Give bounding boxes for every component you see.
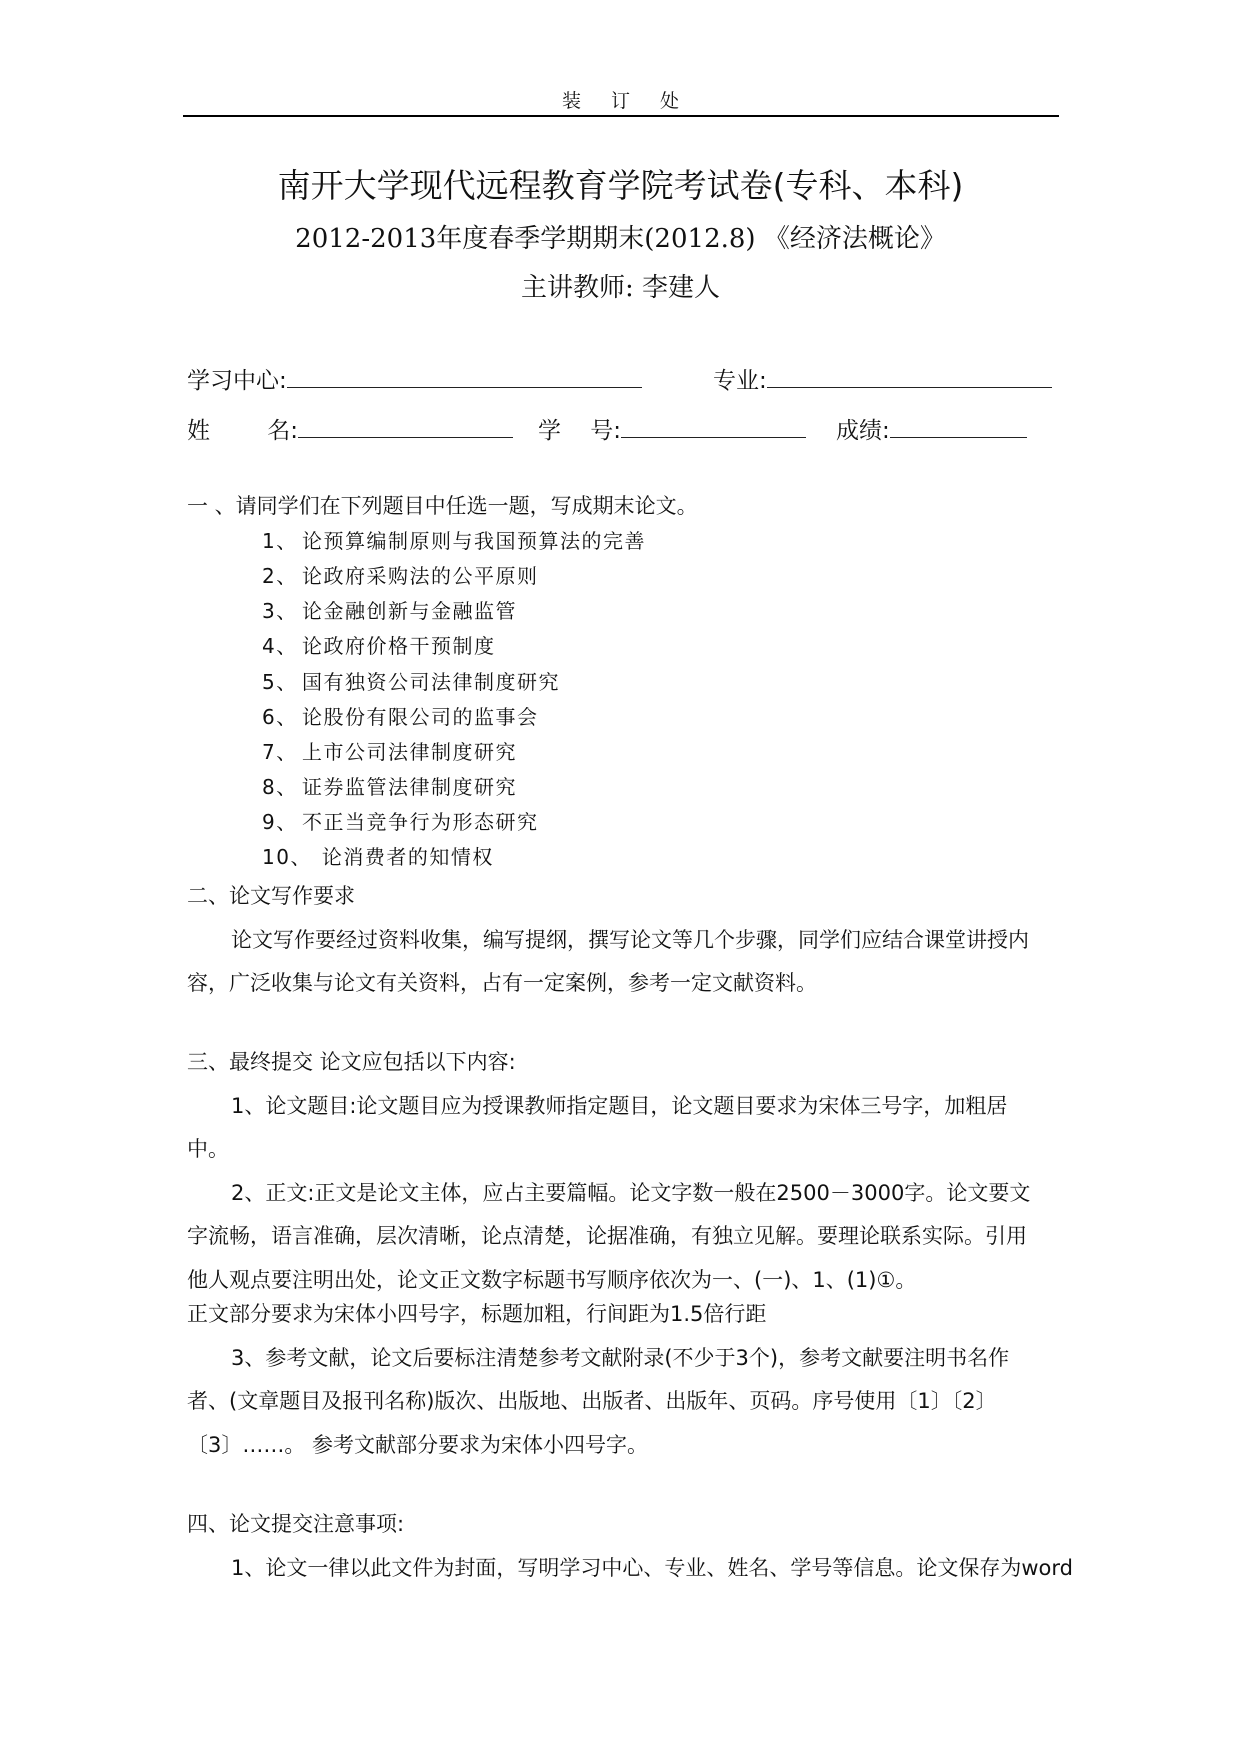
major-field	[713, 362, 1052, 395]
section4-heading: 四、论文提交注意事项:	[187, 1512, 405, 1536]
major-label: 专业:	[713, 368, 767, 394]
teacher-line: 主讲教师: 李建人	[520, 273, 721, 303]
major-blank[interactable]	[767, 365, 1052, 388]
section4-line: 1、论文一律以此文件为封面，写明学习中心、专业、姓名、学号等信息。论文保存为word	[231, 1556, 1073, 1580]
score-field	[836, 412, 1027, 445]
score-label: 成绩:	[836, 418, 890, 444]
topic-item	[262, 701, 539, 730]
topic-number: 7、	[262, 740, 298, 764]
topic-number: 5、	[262, 670, 298, 694]
section3-item3-line: 3、参考文献，论文后要标注清楚参考文献附录(不少于3个)，参考文献要注明书名作	[231, 1346, 1010, 1370]
name-label: 姓 名:	[187, 418, 299, 444]
topic-text: 国有独资公司法律制度研究	[302, 670, 560, 694]
topic-number: 3、	[262, 599, 298, 623]
name-blank[interactable]	[298, 415, 513, 438]
topic-text: 上市公司法律制度研究	[302, 740, 517, 764]
section3-item3-line: 者、(文章题目及报刊名称)版次、出版地、出版者、出版年、页码。序号使用〔1〕〔2〕	[187, 1389, 997, 1413]
topic-text: 论金融创新与金融监管	[302, 599, 517, 623]
section3-item2-line: 正文部分要求为宋体小四号字，标题加粗，行间距为1.5倍行距	[187, 1302, 767, 1326]
topic-text: 不正当竞争行为形态研究	[302, 810, 539, 834]
study-center-blank[interactable]	[287, 365, 642, 388]
topic-number: 10、	[262, 845, 312, 869]
exam-title: 南开大学现代远程教育学院考试卷(专科、本科)	[277, 166, 964, 205]
topic-number: 2、	[262, 564, 298, 588]
topic-item	[262, 525, 646, 554]
section1-heading: 一 、请同学们在下列题目中任选一题，写成期末论文。	[187, 494, 698, 518]
topic-number: 9、	[262, 810, 298, 834]
topic-text: 论政府价格干预制度	[302, 634, 496, 658]
topic-item	[262, 736, 517, 765]
topic-item	[262, 666, 560, 695]
student-id-field	[538, 412, 806, 445]
section3-item1-line: 1、论文题目:论文题目应为授课教师指定题目，论文题目要求为宋体三号字，加粗居	[231, 1094, 1008, 1118]
section3-item3-line: 〔3〕……。 参考文献部分要求为宋体小四号字。	[187, 1433, 649, 1457]
section3-item1-line: 中。	[187, 1137, 229, 1161]
score-blank[interactable]	[890, 415, 1027, 438]
study-center-field	[187, 362, 642, 395]
section2-heading: 二、论文写作要求	[187, 884, 355, 908]
section2-line: 论文写作要经过资料收集，编写提纲，撰写论文等几个步骤，同学们应结合课堂讲授内	[231, 928, 1029, 952]
topic-text: 证券监管法律制度研究	[302, 775, 517, 799]
section2-line: 容，广泛收集与论文有关资料，占有一定案例，参考一定文献资料。	[187, 971, 817, 995]
topic-item	[262, 560, 539, 589]
student-id-label: 学 号:	[538, 418, 622, 444]
binding-margin-label: 装订处	[561, 90, 709, 112]
topic-text: 论股份有限公司的监事会	[302, 705, 539, 729]
name-field	[187, 412, 513, 445]
topic-item	[262, 771, 517, 800]
binding-line	[183, 115, 1059, 117]
topic-number: 1、	[262, 529, 298, 553]
exam-subtitle: 2012-2013年度春季学期期末(2012.8) 《经济法概论》	[295, 224, 946, 254]
topic-text: 论消费者的知情权	[314, 845, 494, 869]
topic-item	[262, 841, 494, 870]
student-id-blank[interactable]	[621, 415, 806, 438]
topic-item	[262, 806, 539, 835]
topic-number: 8、	[262, 775, 298, 799]
topic-item	[262, 630, 496, 659]
study-center-label: 学习中心:	[187, 368, 287, 394]
section3-heading: 三、最终提交 论文应包括以下内容:	[187, 1050, 516, 1074]
topic-number: 6、	[262, 705, 298, 729]
section3-item2-line: 2、正文:正文是论文主体，应占主要篇幅。论文字数一般在2500－3000字。论文要文	[231, 1181, 1031, 1205]
topic-number: 4、	[262, 634, 298, 658]
section3-item2-line: 字流畅，语言准确，层次清晰，论点清楚，论据准确，有独立见解。要理论联系实际。引用	[187, 1224, 1027, 1248]
topic-item	[262, 595, 517, 624]
topic-text: 论政府采购法的公平原则	[302, 564, 539, 588]
section3-item2-line: 他人观点要注明出处，论文正文数字标题书写顺序依次为一、(一)、1、(1)①。	[187, 1268, 917, 1292]
topic-text: 论预算编制原则与我国预算法的完善	[302, 529, 646, 553]
